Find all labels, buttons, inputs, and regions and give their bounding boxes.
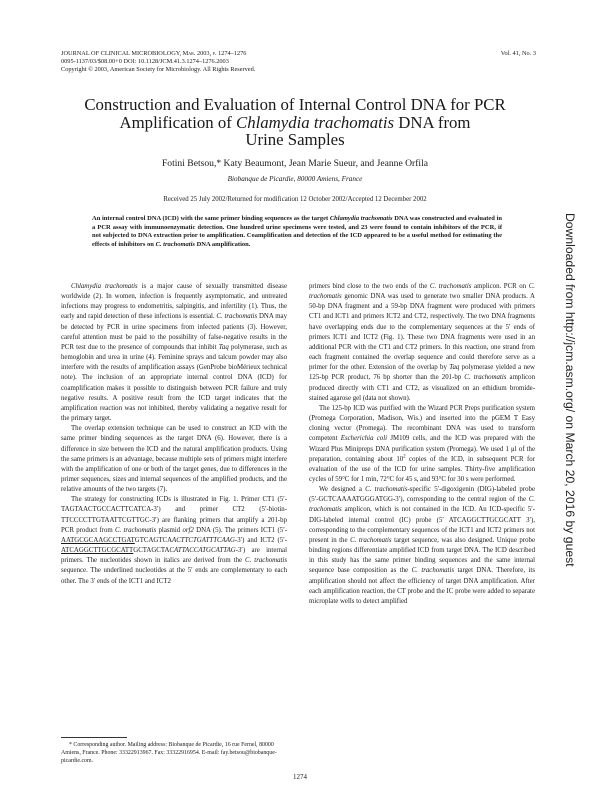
sequence-italic: CATTACCATGCATTAG <box>169 547 236 555</box>
affiliation: Biobanque de Picardie, 80000 Amiens, France <box>227 175 363 183</box>
exponent: 2 <box>403 454 406 460</box>
abstract-text: An internal control DNA (ICD) with the same primer binding sequences as the target <box>92 215 330 222</box>
species-name: C. trachomatis <box>216 313 258 321</box>
body-text: -3′) are internal primers. The nucleotides shown in italics are derived from the <box>61 547 287 565</box>
title-text: DNA from <box>394 112 471 132</box>
abstract-species: C. trachomatis <box>155 241 195 249</box>
paragraph-purification <box>309 404 535 485</box>
download-watermark: Downloaded from http://jcm.asm.org/ on March 20, 2016 by guest <box>563 213 577 567</box>
sequence-underlined: ATCAGGCTTGCGCATT <box>61 547 134 555</box>
received-dates: Received 25 July 2002/Returned for modification 12 October 2002/Accepted 12 December 2002 <box>163 196 427 203</box>
enzyme-name: Taq <box>218 343 229 351</box>
body-text: DNA (5). The primers ICT1 (5′- <box>193 526 287 534</box>
left-column <box>61 282 287 587</box>
paragraph-amplicon <box>309 282 535 404</box>
abstract-text: DNA was constructed and evaluated in a PCR assay with immunoenzymatic detection. One hundred urine specimens were tested, and 23 were found to contain inhibitors of the PCR, if not subjected to DNA extraction prior to amplification. Coamplification and detection of the ICD appeared to be a useful method for estimating the effects of inhibitors on <box>92 215 503 249</box>
body-text: JM109 cells, and the ICD was prepared with the Wizard Plus Minipreps DNA purification system (Promega). We used 1 μl of the preparation, containing about 10 <box>309 435 535 463</box>
footnote-divider <box>61 737 127 738</box>
body-text: plasmid <box>156 526 183 534</box>
page-number: 1274 <box>293 773 307 781</box>
body-text: genomic DNA was used to generate two smaller DNA products. A 50-bp DNA fragment and a 59-bp DNA fragment were produced with primers CT1 and ICT1 and primers ICT2 and CT2, respectively. The two DNA fragments have overlapping ends due to the complementary sequences at the 5′ ends of primers ICT1 and ICT2 (Fig. 1). These two DNA fragments were used in an additional PCR with the CT1 and CT2 primers. In this reaction, one strand from each fragment contained the overlap sequence and could therefore serve as a primer for the other. Extension of the overlap by <box>309 293 535 372</box>
species-name: C. trachomatis <box>114 526 157 534</box>
sequence-italic: ACTTCTGATTTCAAG <box>172 536 235 544</box>
body-text: target DNA. Therefore, its amplification should not affect the efficiency of target DNA amplification. After each amplification reaction, the CT probe and the IC probe were added to separate microplate wells to detect amplified <box>309 567 535 605</box>
body-text: primers bind close to the two ends of the <box>309 283 430 290</box>
title-line-1: Construction and Evaluation of Internal Control DNA for PCR <box>84 95 506 114</box>
title-line-3: Urine Samples <box>245 130 345 149</box>
abstract-species: Chlamydia trachomatis <box>329 215 393 222</box>
author-list: Fotini Betsou,* Katy Beaumont, Jean Marie Sueur, and Jeanne Orfila <box>161 158 429 169</box>
body-text: polymerase yielded a new 125-bp PCR product, 76 bp shorter than the 201-bp <box>309 364 535 382</box>
paragraph-intro <box>61 282 287 424</box>
species-name: Chlamydia trachomatis <box>71 283 138 290</box>
volume-label: Vol. 41, No. 3 <box>500 50 536 57</box>
right-column <box>309 282 535 607</box>
species-name: C. trachomatis <box>411 567 455 575</box>
sequence: GCTAGCTA <box>133 547 170 555</box>
species-name: C. trachomatis <box>309 496 535 514</box>
body-text: We designed a <box>319 486 366 494</box>
body-text: -3′) and ICT2 (5′- <box>234 536 287 544</box>
body-text: amplicon, which is not contained in the ICD. An ICD-specific 5′-DIG-labeled internal control (IC) probe (5′ ATCAGGCTTGCGCATT 3′), corresponding to the complementary sequences of the ICT1 and ICT2 primers not present in the <box>309 506 535 544</box>
species-name: C. trachomatis <box>350 536 392 544</box>
species-name: C. trachomatis <box>365 486 408 494</box>
body-text: The strategy for constructing ICDs is illustrated in Fig. 1. Primer CT1 (5′-TAGTAACTGCCACTTCATCA-3′) and primer CT2 (5′-biotin-TTCCCCTTGTAATTCGTTGC-3′) are flanking primers that amplify a 201-bp PCR product from <box>61 496 287 534</box>
species-name: C. trachomatis <box>464 374 507 382</box>
body-text: amplicon. PCR on <box>471 283 529 290</box>
paragraph-strategy <box>61 495 287 586</box>
sequence-underlined: AATGCGCAAGCCTGAT <box>61 536 135 544</box>
title-line-2 <box>60 114 530 132</box>
body-text: The 125-bp ICD was purified with the Wizard PCR Preps purification system (Promega Corporation, Madison, Wis.) and inserted into the pGEM T Easy cloning vector (Promega). The recombinant DNA was used to transform competent <box>309 404 535 443</box>
copyright-line: Copyright © 2003, American Society for Microbiology. All Rights Reserved. <box>61 66 256 74</box>
body-text: -specific 5′-digoxigenin (DIG)-labeled probe (5′-GCTCAAAATGGGATGG-3′), corresponding to the central region of the <box>309 486 535 504</box>
species-name: C. trachomatis <box>309 283 535 301</box>
gene-name: orf2 <box>182 526 194 534</box>
species-name: C. trachomatis <box>429 283 472 290</box>
abstract-text: DNA amplification. <box>194 241 251 249</box>
body-text: amplicon produced directly with CT1 and CT2, as visualized on an ethidium bromide-stained agarose gel (data not shown). <box>309 374 535 402</box>
article-title <box>60 96 530 149</box>
species-name: Escherichia coli <box>340 435 388 443</box>
body-text: target sequence, was also designed. Unique probe binding regions differentiate amplified ICD from target DNA. The ICD described in this study has the same primer binding sequences and the same internal sequence base composition as the <box>309 536 535 575</box>
journal-line: JOURNAL OF CLINICAL MICROBIOLOGY, Mar. 2003, p. 1274–1276 <box>61 50 247 57</box>
body-text: copies of the ICD, in subsequent PCR for evaluation of the use of the ICD for urine samples. Thirty-five amplification cycles of 59°C for 1 min, 72°C for 45 s, and 93°C for 30 s were performed. <box>309 455 535 483</box>
paragraph-probes <box>309 485 535 607</box>
body-text: is a major cause of sexually transmitted disease worldwide (2). In women, infection is frequently asymptomatic, and untreated infections may progress to endometritis, salpingitis, and infertility (1). Thus, the early and rapid detection of these infections is essential. <box>61 283 287 321</box>
title-species: Chlamydia trachomatis <box>236 112 395 132</box>
journal-header <box>61 50 421 75</box>
abstract <box>92 215 502 250</box>
body-text: sequence. The underlined nucleotides at the 5′ ends are complementary to each other. The 3′ ends of the ICT1 and ICT2 <box>61 567 287 585</box>
enzyme-name: Taq <box>449 364 460 372</box>
body-text: polymerase, such as hemoglobin and urea in urine (4). Feminine sprays and talcum powder may also interfere with the results of amplification assays (GenProbe bioMérieux technical note). The inclusion of an appropriate internal control DNA (ICD) for coamplification makes it possible to distinguish between PCR failure and truly negative results. A positive result from the ICD target indicates that the amplification reaction was not inhibited, thereby validating a negative result for the primary target. <box>61 343 287 423</box>
issn-line: 0095-1137/03/$08.00+0 DOI: 10.1128/JCM.41.3.1274–1276.2003 <box>61 58 229 66</box>
body-text: DNA may be detected by PCR in urine specimens from infected patients (3). However, careful attention must be paid to the possibility of false-negative results in the PCR test due to the presence of compounds that inhibit <box>61 313 288 351</box>
corresponding-author-footnote: * Corresponding author. Mailing address: Biobanque de Picardie, 16 rue Fernel, 80000 Amiens, France. Phone: 33322913967. Fax: 33322916954. E-mail: fay.betsou@biobanque-picardie.com. <box>61 742 277 765</box>
sequence: GTCAGTCA <box>134 536 173 544</box>
paragraph-overlap: The overlap extension technique can be used to construct an ICD with the same primer binding sequences as the target DNA (6). However, there is a difference in size between the ICD and the natural amplification products. Using the same primers is an advantage, because multiple sets of primers might interfere with the amplification of one or both of the target genes, due to differences in the primer sequences, sizes and internal sequences of the amplified products, and the relative amounts of the two targets (7). <box>61 425 287 494</box>
title-text: Amplification of <box>119 112 237 132</box>
species-name: C. trachomatis <box>245 557 287 565</box>
